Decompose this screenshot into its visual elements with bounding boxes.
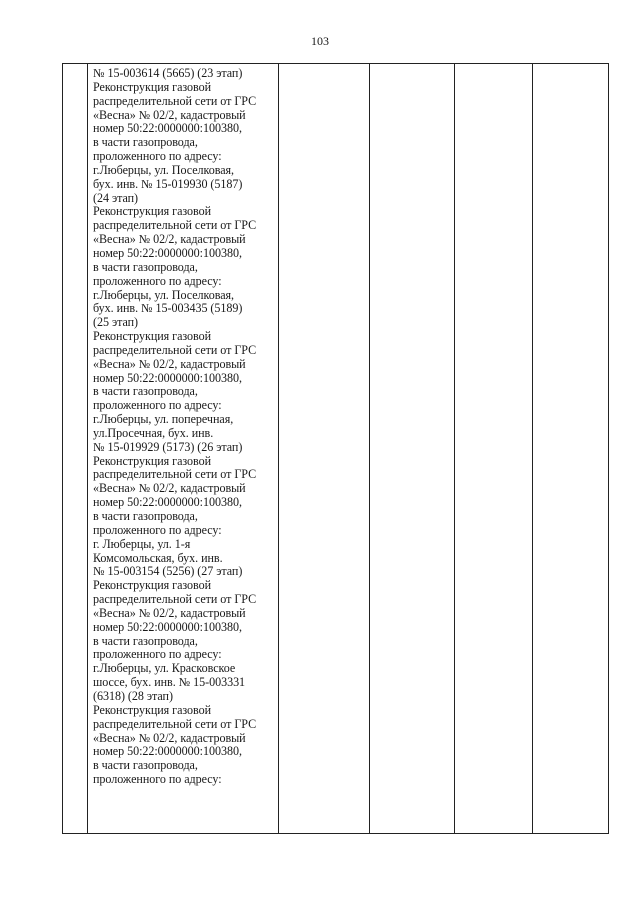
description-line: «Весна» № 02/2, кадастровый <box>93 107 246 122</box>
description-line: Реконструкция газовой <box>93 204 212 219</box>
description-line: ул.Просечная, бух. инв. <box>93 425 214 440</box>
description-line: шоссе, бух. инв. № 15-003331 <box>93 675 246 690</box>
description-line: проложенного по адресу: <box>93 273 222 288</box>
object-description-cell <box>88 64 279 834</box>
description-line: г. Люберцы, ул. 1-я <box>93 536 191 551</box>
description-line: г.Люберцы, ул. поперечная, <box>93 412 234 427</box>
description-line: г.Люберцы, ул. Поселковая, <box>93 287 235 302</box>
description-line: номер 50:22:0000000:100380, <box>93 121 242 136</box>
empty-cell <box>370 64 455 834</box>
description-line: бух. инв. № 15-019930 (5187) <box>93 176 243 191</box>
description-line: № 15-003154 (5256) (27 этап) <box>93 564 243 579</box>
description-line: г.Люберцы, ул. Поселковая, <box>93 162 235 177</box>
description-line: в части газопровода, <box>93 384 198 399</box>
description-line: распределительной сети от ГРС <box>93 716 257 731</box>
description-line: в части газопровода, <box>93 259 198 274</box>
empty-cell <box>533 64 609 834</box>
description-line: Реконструкция газовой <box>93 578 212 593</box>
description-line: в части газопровода, <box>93 758 198 773</box>
description-line: номер 50:22:0000000:100380, <box>93 744 242 759</box>
table-row <box>63 64 609 834</box>
description-line: «Весна» № 02/2, кадастровый <box>93 481 246 496</box>
description-line: Комсомольская, бух. инв. <box>93 550 223 565</box>
description-line: Реконструкция газовой <box>93 79 212 94</box>
description-line: распределительной сети от ГРС <box>93 467 257 482</box>
description-line: номер 50:22:0000000:100380, <box>93 619 242 634</box>
description-line: № 15-003614 (5665) (23 этап) <box>93 66 243 80</box>
description-line: Реконструкция газовой <box>93 702 212 717</box>
description-line: (25 этап) <box>93 315 139 330</box>
description-line: распределительной сети от ГРС <box>93 592 257 607</box>
description-line: № 15-019929 (5173) (26 этап) <box>93 439 243 454</box>
description-line: (6318) (28 этап) <box>93 688 173 703</box>
empty-cell <box>279 64 370 834</box>
description-line: Реконструкция газовой <box>93 329 212 344</box>
row-number-cell <box>63 64 88 834</box>
description-line: «Весна» № 02/2, кадастровый <box>93 232 246 247</box>
description-line: в части газопровода, <box>93 633 198 648</box>
description-line: в части газопровода, <box>93 509 198 523</box>
description-line: распределительной сети от ГРС <box>93 93 257 108</box>
empty-cell <box>455 64 533 834</box>
page-number: 103 <box>311 34 329 48</box>
description-line: номер 50:22:0000000:100380, <box>93 245 242 260</box>
description-line: номер 50:22:0000000:100380, <box>93 495 242 510</box>
description-line: проложенного по адресу: <box>93 398 222 413</box>
description-line: проложенного по адресу: <box>93 772 222 787</box>
description-line: в части газопровода, <box>93 135 198 150</box>
description-line: проложенного по адресу: <box>93 149 222 164</box>
description-line: (24 этап) <box>93 190 139 205</box>
description-line: «Весна» № 02/2, кадастровый <box>93 730 246 745</box>
description-line: распределительной сети от ГРС <box>93 218 257 233</box>
description-line: г.Люберцы, ул. Красковское <box>93 661 236 676</box>
description-line: номер 50:22:0000000:100380, <box>93 370 242 385</box>
description-line: бух. инв. № 15-003435 (5189) <box>93 301 243 316</box>
description-line: Реконструкция газовой <box>93 453 212 468</box>
document-table <box>62 63 609 834</box>
description-line: распределительной сети от ГРС <box>93 342 257 357</box>
description-line: «Весна» № 02/2, кадастровый <box>93 356 246 371</box>
description-line: проложенного по адресу: <box>93 647 222 662</box>
description-line: проложенного по адресу: <box>93 522 222 537</box>
description-line: «Весна» № 02/2, кадастровый <box>93 605 246 620</box>
